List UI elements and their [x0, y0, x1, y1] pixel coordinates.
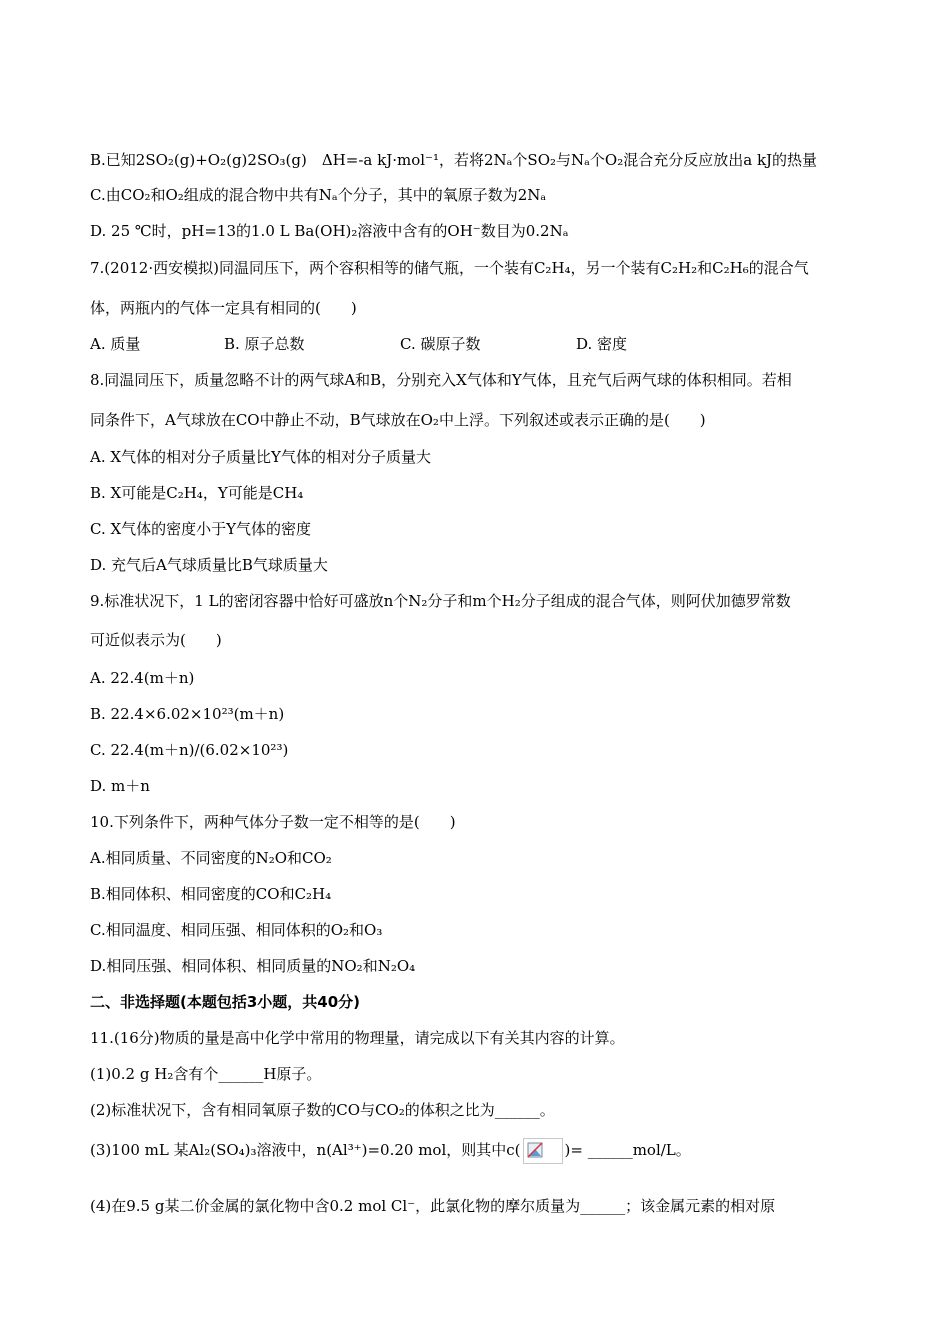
q10-option-b: B.相同体积、相同密度的CO和C₂H₄: [90, 885, 332, 903]
q8-stem-line1: 8.同温同压下，质量忽略不计的两气球A和B，分别充入X气体和Y气体，且充气后两气球的体积相同。若相: [90, 371, 792, 389]
q8-option-d: D. 充气后A气球质量比B气球质量大: [90, 556, 328, 574]
q11-part2: (2)标准状况下，含有相同氧原子数的CO与CO₂的体积之比为______。: [90, 1101, 555, 1119]
q8-stem-line2: 同条件下，A气球放在CO中静止不动，B气球放在O₂中上浮。下列叙述或表示正确的是( ): [90, 411, 706, 429]
q11-part3-text-a: (3)100 mL 某Al₂(SO₄)₃溶液中，n(Al³⁺)=0.20 mol，则其中c(: [90, 1141, 521, 1159]
q9-option-a: A. 22.4(m＋n): [90, 669, 195, 687]
q10-stem: 10.下列条件下，两种气体分子数一定不相等的是( ): [90, 813, 456, 831]
q7-option-c: C. 碳原子数: [400, 335, 481, 353]
q6-option-c: C.由CO₂和O₂组成的混合物中共有Nₐ个分子，其中的氧原子数为2Nₐ: [90, 186, 547, 204]
q11-part3-text-b: )= ______mol/L。: [564, 1141, 691, 1159]
q7-option-a: A. 质量: [90, 335, 141, 353]
q9-option-c: C. 22.4(m＋n)/(6.02×10²³): [90, 741, 289, 759]
section-heading: 二、非选择题(本题包括3小题，共40分): [90, 993, 361, 1011]
q7-option-d: D. 密度: [576, 335, 628, 353]
q8-option-a: A. X气体的相对分子质量比Y气体的相对分子质量大: [90, 448, 431, 466]
q6-option-d: D. 25 ℃时，pH=13的1.0 L Ba(OH)₂溶液中含有的OH⁻数目为0.2Nₐ: [90, 222, 569, 240]
q10-option-c: C.相同温度、相同压强、相同体积的O₂和O₃: [90, 921, 383, 939]
broken-image-icon: [523, 1138, 563, 1164]
q10-option-a: A.相同质量、不同密度的N₂O和CO₂: [90, 849, 332, 867]
q7-stem-line2: 体，两瓶内的气体一定具有相同的( ): [90, 299, 357, 317]
q11-part4: (4)在9.5 g某二价金属的氯化物中含0.2 mol Cl⁻，此氯化物的摩尔质量为______；该金属元素的相对原: [90, 1197, 776, 1215]
q7-stem-line1: 7.(2012·西安模拟)同温同压下，两个容积相等的储气瓶，一个装有C₂H₄，另一个装有C₂H₂和C₂H₆的混合气: [90, 259, 809, 277]
q9-stem-line2: 可近似表示为( ): [90, 631, 222, 649]
q9-option-b: B. 22.4×6.02×10²³(m＋n): [90, 705, 285, 723]
q8-option-c: C. X气体的密度小于Y气体的密度: [90, 520, 312, 538]
q9-stem-line1: 9.标准状况下，1 L的密闭容器中恰好可盛放n个N₂分子和m个H₂分子组成的混合气体，则阿伏加德罗常数: [90, 592, 791, 610]
q7-option-b: B. 原子总数: [224, 335, 305, 353]
q11-part1: (1)0.2 g H₂含有个______H原子。: [90, 1065, 322, 1083]
q9-option-d: D. m＋n: [90, 777, 150, 795]
q11-stem: 11.(16分)物质的量是高中化学中常用的物理量，请完成以下有关其内容的计算。: [90, 1029, 625, 1047]
q6-option-b: B.已知2SO₂(g)+O₂(g)2SO₃(g) ΔH=-a kJ·mol⁻¹，若将2Nₐ个SO₂与Nₐ个O₂混合充分反应放出a kJ的热量: [90, 151, 818, 169]
q11-part3: [90, 1138, 691, 1164]
q8-option-b: B. X可能是C₂H₄，Y可能是CH₄: [90, 484, 304, 502]
q10-option-d: D.相同压强、相同体积、相同质量的NO₂和N₂O₄: [90, 957, 416, 975]
